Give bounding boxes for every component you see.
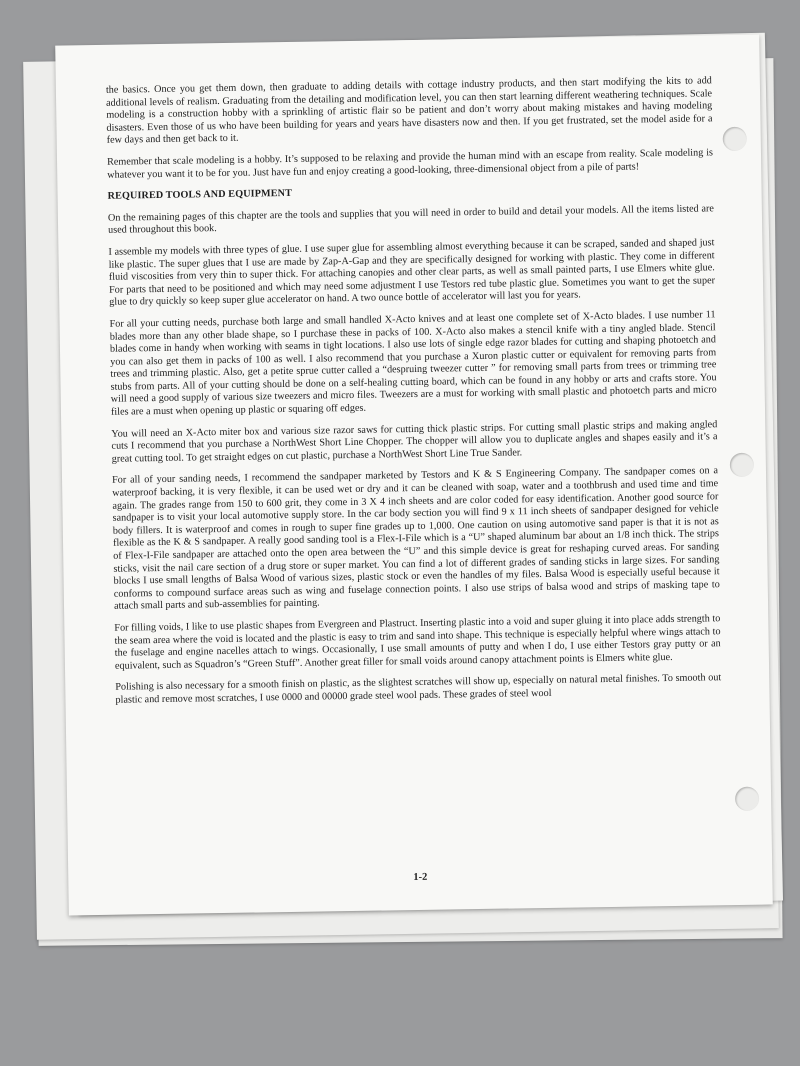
paragraph: For all your cutting needs, purchase both large and small handled X-Acto knives and at least one complete set of X-Acto blades. I use number 11 blades more than any other blade shape, so I purchase these in packs of 100. X-Acto also makes a stencil knife with a tiny angled blade. Stencil blades come in handy when working with seams in tight locations. I also use lots of single edge razor blades for cutting and shaping photoetch and you can also get them in packs of 100 as well. I also recommend that you purchase a Xuron plastic cutter or equivalent for removing parts from trees and trimming plastic. Also, get a petite sprue cutter called a “despruing tweezer cutter ” for removing small parts from trees or trimming tree stubs from parts. All of your cutting should be done on a self-healing cutting board, which can be found in any hobby or arts and crafts store. You will need a good supply of various size tweezers and micro files. Tweezers are a must for working with small plastic and photoetch parts and micro files are a must when opening up plastic or squaring off edges.: [109, 309, 717, 418]
page-number: 1-2: [413, 871, 428, 884]
paragraph: the basics. Once you get them down, then graduate to adding details with cottage industry products, and then start modifying the kits to add additional levels of realism. Graduating from the detailing and modification level, you can then start learning different weathering techniques. Scale modeling is a construction hobby with a sprinkling of artistic flair so be patient and don’t worry about making mistakes and having modeling disasters. Even those of us who have been building for years and years have disasters now and then. If you get frustrated, set the model aside for a few days and then get back to it.: [105, 75, 713, 147]
document-page: [55, 35, 773, 916]
punch-hole: [730, 453, 754, 477]
section-heading: REQUIRED TOOLS AND EQUIPMENT: [107, 188, 293, 202]
punch-hole: [723, 127, 747, 151]
punch-hole: [735, 787, 759, 811]
paragraph: Polishing is also necessary for a smooth finish on plastic, as the slightest scratches will show up, especially on natural metal finishes. To smooth out plastic and remove most scratches, I use 0000 and 00000 grade steel wool pads. These grades of steel wool: [115, 672, 722, 706]
page-body: [106, 75, 722, 716]
paragraph: Remember that scale modeling is a hobby. It’s supposed to be relaxing and provide the human mind with an escape from reality. Scale modeling is whatever you want it to be for you. Just have fun and enjoy creating a good-looking, three-dimensional object from a pile of parts!: [106, 147, 714, 181]
paragraph: On the remaining pages of this chapter are the tools and supplies that you will need in order to build and detail your models. All the items listed are used throughout this book.: [107, 203, 714, 237]
paragraph: For all of your sanding needs, I recommend the sandpaper marketed by Testors and K & S Engineering Company. The sandpaper comes on a waterproof backing, it is very flexible, it can be used wet or dry and it can be cleaned with soap, water and a toothbrush and used time and time again. The grades range from 150 to 600 grit, they come in 3 X 4 inch sheets and are color coded for easy identification. Another good source for sandpaper is to visit your local automotive supply store. In the car body section you will find 9 x 11 inch sheets of sandpaper designed for vehicle body fillers. It is waterproof and comes in rough to super fine grades up to 1,000. One caution on using automotive sand paper is that it is not as flexible as the K & S sandpaper. A really good sanding tool is a Flex-I-File which is a “U” shaped aluminum bar about an 1/8 inch thick. The strips of Flex-I-File sandpaper are attached onto the open area between the “U” and this simple device is great for reshaping curved areas. For sanding sticks, visit the nail care section of a drug store or super market. You can find a lot of different grades of sanding sticks in large sizes. For sanding blocks I use small lengths of Balsa Wood of various sizes, plastic stock or even the handles of my files. Balsa Wood is especially useful because it conforms to compound surface areas such as wing and fuselage connection points. I also use strips of balsa wood and strips of masking tape to attach small parts and sub-assemblies for painting.: [111, 465, 720, 613]
paragraph: I assemble my models with three types of glue. I use super glue for assembling almost everything because it can be scraped, sanded and shaped just like plastic. The super glues that I use are made by Zap-A-Gap and they are specifically designed for working with plastic. They come in different fluid viscosities from very thin to super thick. For attaching canopies and other clear parts, as well as small painted parts, I use Elmers white glue. For parts that need to be positioned and which may need some adjustment I use Testors red tube plastic glue. Sometimes you want to get the super glue to dry quickly so keep super glue accelerator on hand. A two ounce bottle of accelerator will last you for years.: [108, 237, 716, 309]
paragraph: For filling voids, I like to use plastic shapes from Evergreen and Plastruct. Inserting plastic into a void and super gluing it into place adds strength to the seam area where the void is located and the plastic is easy to trim and sand into shape. This technique is especially helpful where wings attach to the fuselage and engine nacelles attach to wings. Occasionally, I use small amounts of putty and when I do, I use either Testors gray putty or an equivalent, such as Squadron’s “Green Stuff”. Another great filler for small voids around canopy attachment points is Elmers white glue.: [114, 613, 721, 672]
paragraph: You will need an X-Acto miter box and various size razor saws for cutting thick plastic strips. For cutting small plastic strips and making angled cuts I recommend that you purchase a NorthWest Short Line Chopper. The chopper will allow you to duplicate angles and shapes easily and it’s a great cutting tool. To get straight edges on cut plastic, purchase a NorthWest Short Line True Sander.: [111, 418, 718, 465]
